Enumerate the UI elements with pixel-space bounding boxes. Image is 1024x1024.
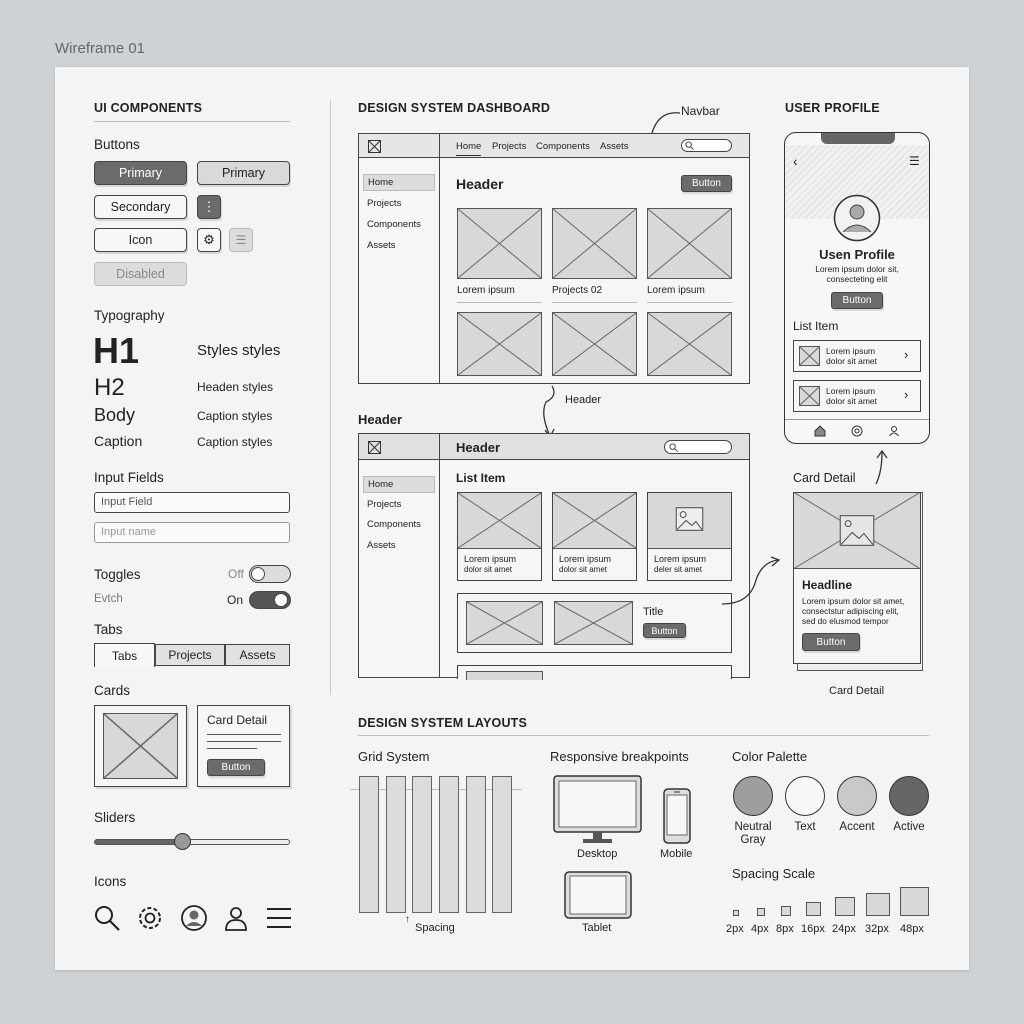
sidebar-item-projects[interactable]: Projects (367, 198, 402, 209)
list-button[interactable] (229, 228, 253, 252)
image-placeholder-icon (647, 312, 732, 376)
image-icon (648, 493, 731, 548)
spacing-block (733, 910, 739, 916)
divider (358, 735, 929, 736)
list-item[interactable] (793, 380, 921, 412)
card-title: Lorem ipsum (559, 554, 612, 564)
spacing-label: Spacing (415, 922, 455, 934)
image-placeholder-icon (457, 208, 542, 279)
image-icon (794, 493, 920, 568)
target-icon[interactable] (851, 425, 863, 437)
header-title: Header (456, 440, 501, 455)
profile-button[interactable]: Button (831, 292, 883, 309)
menu-icon (266, 906, 292, 930)
ui-components-title: UI COMPONENTS (94, 101, 203, 115)
grid-column (439, 776, 459, 913)
list-card[interactable] (552, 492, 637, 581)
icons-heading: Icons (94, 874, 127, 889)
spacing-block (757, 908, 765, 916)
typography-heading: Typography (94, 308, 165, 323)
grid-column (412, 776, 432, 913)
home-icon[interactable] (814, 425, 826, 437)
text-line (207, 748, 257, 749)
back-icon[interactable]: ‹ (793, 153, 798, 169)
image-placeholder-icon (466, 601, 543, 645)
tab-projects[interactable]: Projects (155, 644, 225, 666)
slider-track[interactable] (94, 839, 290, 845)
list-item-title: Lorem ipsum (826, 386, 876, 396)
mobile-label: Mobile (660, 848, 693, 860)
input-field[interactable]: Input Field (94, 492, 290, 513)
wide-card-title: Title (643, 606, 664, 618)
grid-column (359, 776, 379, 913)
image-placeholder-icon (458, 493, 541, 549)
tab-tabs[interactable]: Tabs (94, 643, 155, 667)
image-placeholder-icon (554, 601, 633, 645)
list-item[interactable] (793, 340, 921, 372)
caption-styles-label: Caption styles (197, 409, 273, 423)
divider (457, 302, 542, 303)
spacing-label: 4px (751, 923, 769, 935)
tabs-heading: Tabs (94, 622, 123, 637)
logo-placeholder-icon (368, 140, 381, 153)
swatch-neutral-gray[interactable] (733, 776, 773, 816)
desktop-label: Desktop (577, 848, 618, 860)
spacing-label: 48px (900, 923, 924, 935)
text-line (207, 741, 281, 742)
image-placeholder-icon (552, 312, 637, 376)
swatch-label: Active (893, 821, 925, 833)
toggles-heading: Toggles (94, 567, 141, 582)
swatch-accent[interactable] (837, 776, 877, 816)
column-divider (330, 100, 331, 695)
spacing-label: 8px (776, 923, 794, 935)
grid-column (492, 776, 512, 913)
divider (94, 121, 290, 122)
card-text: deler sit amet (654, 565, 703, 574)
menu-icon[interactable]: ☰ (909, 154, 920, 168)
card-detail-title: Card Detail (207, 713, 268, 727)
card-text-3: sed do elusmod tempor (802, 616, 889, 626)
nav-home[interactable]: Home (456, 141, 481, 156)
spacing-block (900, 887, 929, 916)
logo-placeholder-icon (368, 441, 381, 454)
spacing-block (866, 893, 890, 916)
sliders-heading: Sliders (94, 810, 136, 825)
search-icon (669, 443, 678, 452)
wide-card-button[interactable]: Button (643, 623, 686, 638)
nav-projects[interactable]: Projects (492, 141, 527, 152)
secondary-button[interactable]: Secondary (94, 195, 187, 219)
divider (552, 302, 637, 303)
list-card[interactable] (457, 492, 542, 581)
wireframe-title: Wireframe 01 (55, 40, 146, 57)
sidebar-item-components[interactable]: Components (367, 219, 421, 230)
nav-assets[interactable]: Assets (600, 141, 629, 152)
card-title: Lorem ipsum (464, 554, 517, 564)
image-placeholder (794, 493, 920, 569)
swatch-label: Text (794, 821, 816, 833)
list-item-title: Lorem ipsum (826, 346, 876, 356)
grid-column (466, 776, 486, 913)
profile-list-title: List Item (793, 319, 839, 333)
desktop-icon (553, 775, 643, 845)
icon-button[interactable]: Icon (94, 228, 187, 252)
more-vertical-icon: ⋮ (202, 199, 216, 214)
header-layout-frame (358, 433, 750, 678)
toggle-on[interactable] (249, 591, 291, 609)
primary-dark-button[interactable]: Primary (94, 161, 187, 185)
image-placeholder-icon (647, 208, 732, 279)
image-placeholder-icon (552, 208, 637, 279)
primary-light-button[interactable]: Primary (197, 161, 290, 185)
profile-desc-2: consecteting elit (826, 274, 888, 284)
wide-card[interactable] (457, 593, 732, 653)
nav-components[interactable]: Components (536, 141, 590, 152)
chevron-right-icon: › (904, 347, 909, 362)
user-circle-icon (180, 904, 208, 932)
cards-heading: Cards (94, 683, 131, 698)
swatch-active[interactable] (889, 776, 929, 816)
search-input[interactable] (664, 440, 732, 454)
sidebar-item-assets[interactable]: Assets (367, 540, 396, 551)
palette-heading: Color Palette (732, 749, 808, 764)
card-title: Lorem ipsum (654, 554, 707, 564)
arrow-up-icon: ↑ (405, 914, 410, 925)
list-item-text: dolor sit amet (826, 356, 878, 366)
sidebar-divider (439, 434, 440, 677)
sidebar-item-components[interactable]: Components (367, 519, 421, 530)
body-sample: Body (94, 405, 136, 425)
sidebar-item-home[interactable]: Home (363, 476, 435, 493)
card-caption: Lorem ipsum (647, 285, 705, 296)
toggle-off-label: Off (228, 567, 244, 581)
h1-sample: H1 (93, 330, 140, 371)
image-card[interactable] (94, 705, 187, 787)
card-text-2: consectstur adipiscing elit, (802, 606, 899, 616)
list-item-title: List Item (456, 471, 506, 485)
input-fields-heading: Input Fields (94, 470, 164, 485)
card-caption: Projects 02 (552, 285, 603, 296)
input-name-field[interactable]: Input name (94, 522, 290, 543)
switch-label: Evtch (94, 593, 123, 605)
more-vertical-button[interactable] (197, 195, 221, 219)
sidebar-divider (439, 134, 440, 383)
card-detail-small[interactable] (197, 705, 290, 787)
search-input[interactable] (681, 139, 732, 152)
card-button[interactable]: Button (207, 759, 265, 776)
spacing-label: 24px (832, 923, 856, 935)
user-profile-title: USER PROFILE (785, 101, 880, 115)
image-placeholder-icon (553, 493, 636, 549)
spacing-block (781, 906, 791, 916)
header-button[interactable]: Button (681, 175, 732, 192)
profile-name: Usen Profile (819, 247, 895, 262)
swatch-text[interactable] (785, 776, 825, 816)
card-detail[interactable] (793, 492, 921, 664)
headen-styles-label: Headen styles (197, 380, 274, 394)
card-detail-heading: Card Detail (793, 471, 856, 485)
image-placeholder-icon (799, 346, 820, 366)
spacing-block (835, 897, 855, 916)
partial-card (457, 665, 732, 679)
divider (785, 419, 929, 420)
image-placeholder (466, 671, 543, 680)
responsive-heading: Responsive breakpoints (550, 749, 689, 764)
spacing-heading: Spacing Scale (732, 866, 816, 881)
profile-desc-1: Lorem ipsum dolor sit, (815, 264, 899, 274)
grid-column (386, 776, 406, 913)
card-caption: Lorem ipsum (457, 285, 515, 296)
swatch-label: Gray (740, 834, 766, 846)
card-text-1: Lorem ipsum dolor sit amet, (802, 596, 905, 606)
dashboard-frame (358, 133, 750, 384)
search-icon (685, 141, 694, 150)
header-annotation: Header (565, 394, 602, 406)
chevron-right-icon: › (904, 387, 909, 402)
spacing-label: 2px (726, 923, 744, 935)
dashboard-title: DESIGN SYSTEM DASHBOARD (358, 101, 551, 115)
image-placeholder-icon (457, 312, 542, 376)
navbar-annotation: Navbar (681, 104, 720, 118)
disabled-button: Disabled (94, 262, 187, 286)
gear-icon: ⚙ (203, 232, 215, 247)
card-detail-button[interactable]: Button (802, 633, 860, 651)
list-item-text: dolor sit amet (826, 396, 878, 406)
swatch-label: Accent (839, 821, 875, 833)
gear-icon (136, 904, 164, 932)
divider (647, 302, 732, 303)
arrow-icon (720, 556, 782, 608)
card-text: dolor sit amet (464, 565, 513, 574)
gear-button[interactable] (197, 228, 221, 252)
toggle-on-label: On (227, 593, 244, 607)
swatch-label: Neutral (734, 821, 772, 833)
text-line (207, 734, 281, 735)
spacing-block (806, 902, 821, 916)
phone-notch (821, 132, 895, 144)
mobile-icon (663, 788, 691, 844)
tablet-icon (564, 871, 632, 919)
grid-heading: Grid System (358, 749, 430, 764)
sidebar-item-assets[interactable]: Assets (367, 240, 396, 251)
image-placeholder-icon (799, 386, 820, 406)
caption-sample: Caption (94, 433, 143, 449)
card-headline: Headline (802, 578, 853, 592)
caption-styles-label-2: Caption styles (197, 435, 273, 449)
user-icon (222, 904, 250, 932)
sidebar-item-projects[interactable]: Projects (367, 499, 402, 510)
list-icon: ☰ (235, 233, 247, 247)
tablet-label: Tablet (582, 922, 612, 934)
user-icon[interactable] (888, 425, 900, 437)
sidebar-item-home[interactable]: Home (363, 174, 435, 191)
spacing-label: 16px (801, 923, 825, 935)
toggle-off[interactable] (249, 565, 291, 583)
h2-sample: H2 (94, 374, 125, 401)
image-placeholder-icon (103, 713, 178, 779)
tab-assets[interactable]: Assets (225, 644, 290, 666)
spacing-label: 32px (865, 923, 889, 935)
phone-frame (784, 132, 930, 444)
image-placeholder (648, 493, 731, 549)
avatar (833, 194, 881, 242)
layouts-title: DESIGN SYSTEM LAYOUTS (358, 716, 528, 730)
dashboard-header: Header (456, 176, 504, 192)
search-icon (93, 904, 121, 932)
card-text: dolor sit amet (559, 565, 608, 574)
buttons-heading: Buttons (94, 137, 140, 152)
card-detail-caption: Card Detail (829, 685, 885, 697)
styles-styles-label: Styles styles (197, 342, 281, 359)
arrow-icon (872, 448, 892, 486)
header-layout-title: Header (358, 412, 403, 427)
